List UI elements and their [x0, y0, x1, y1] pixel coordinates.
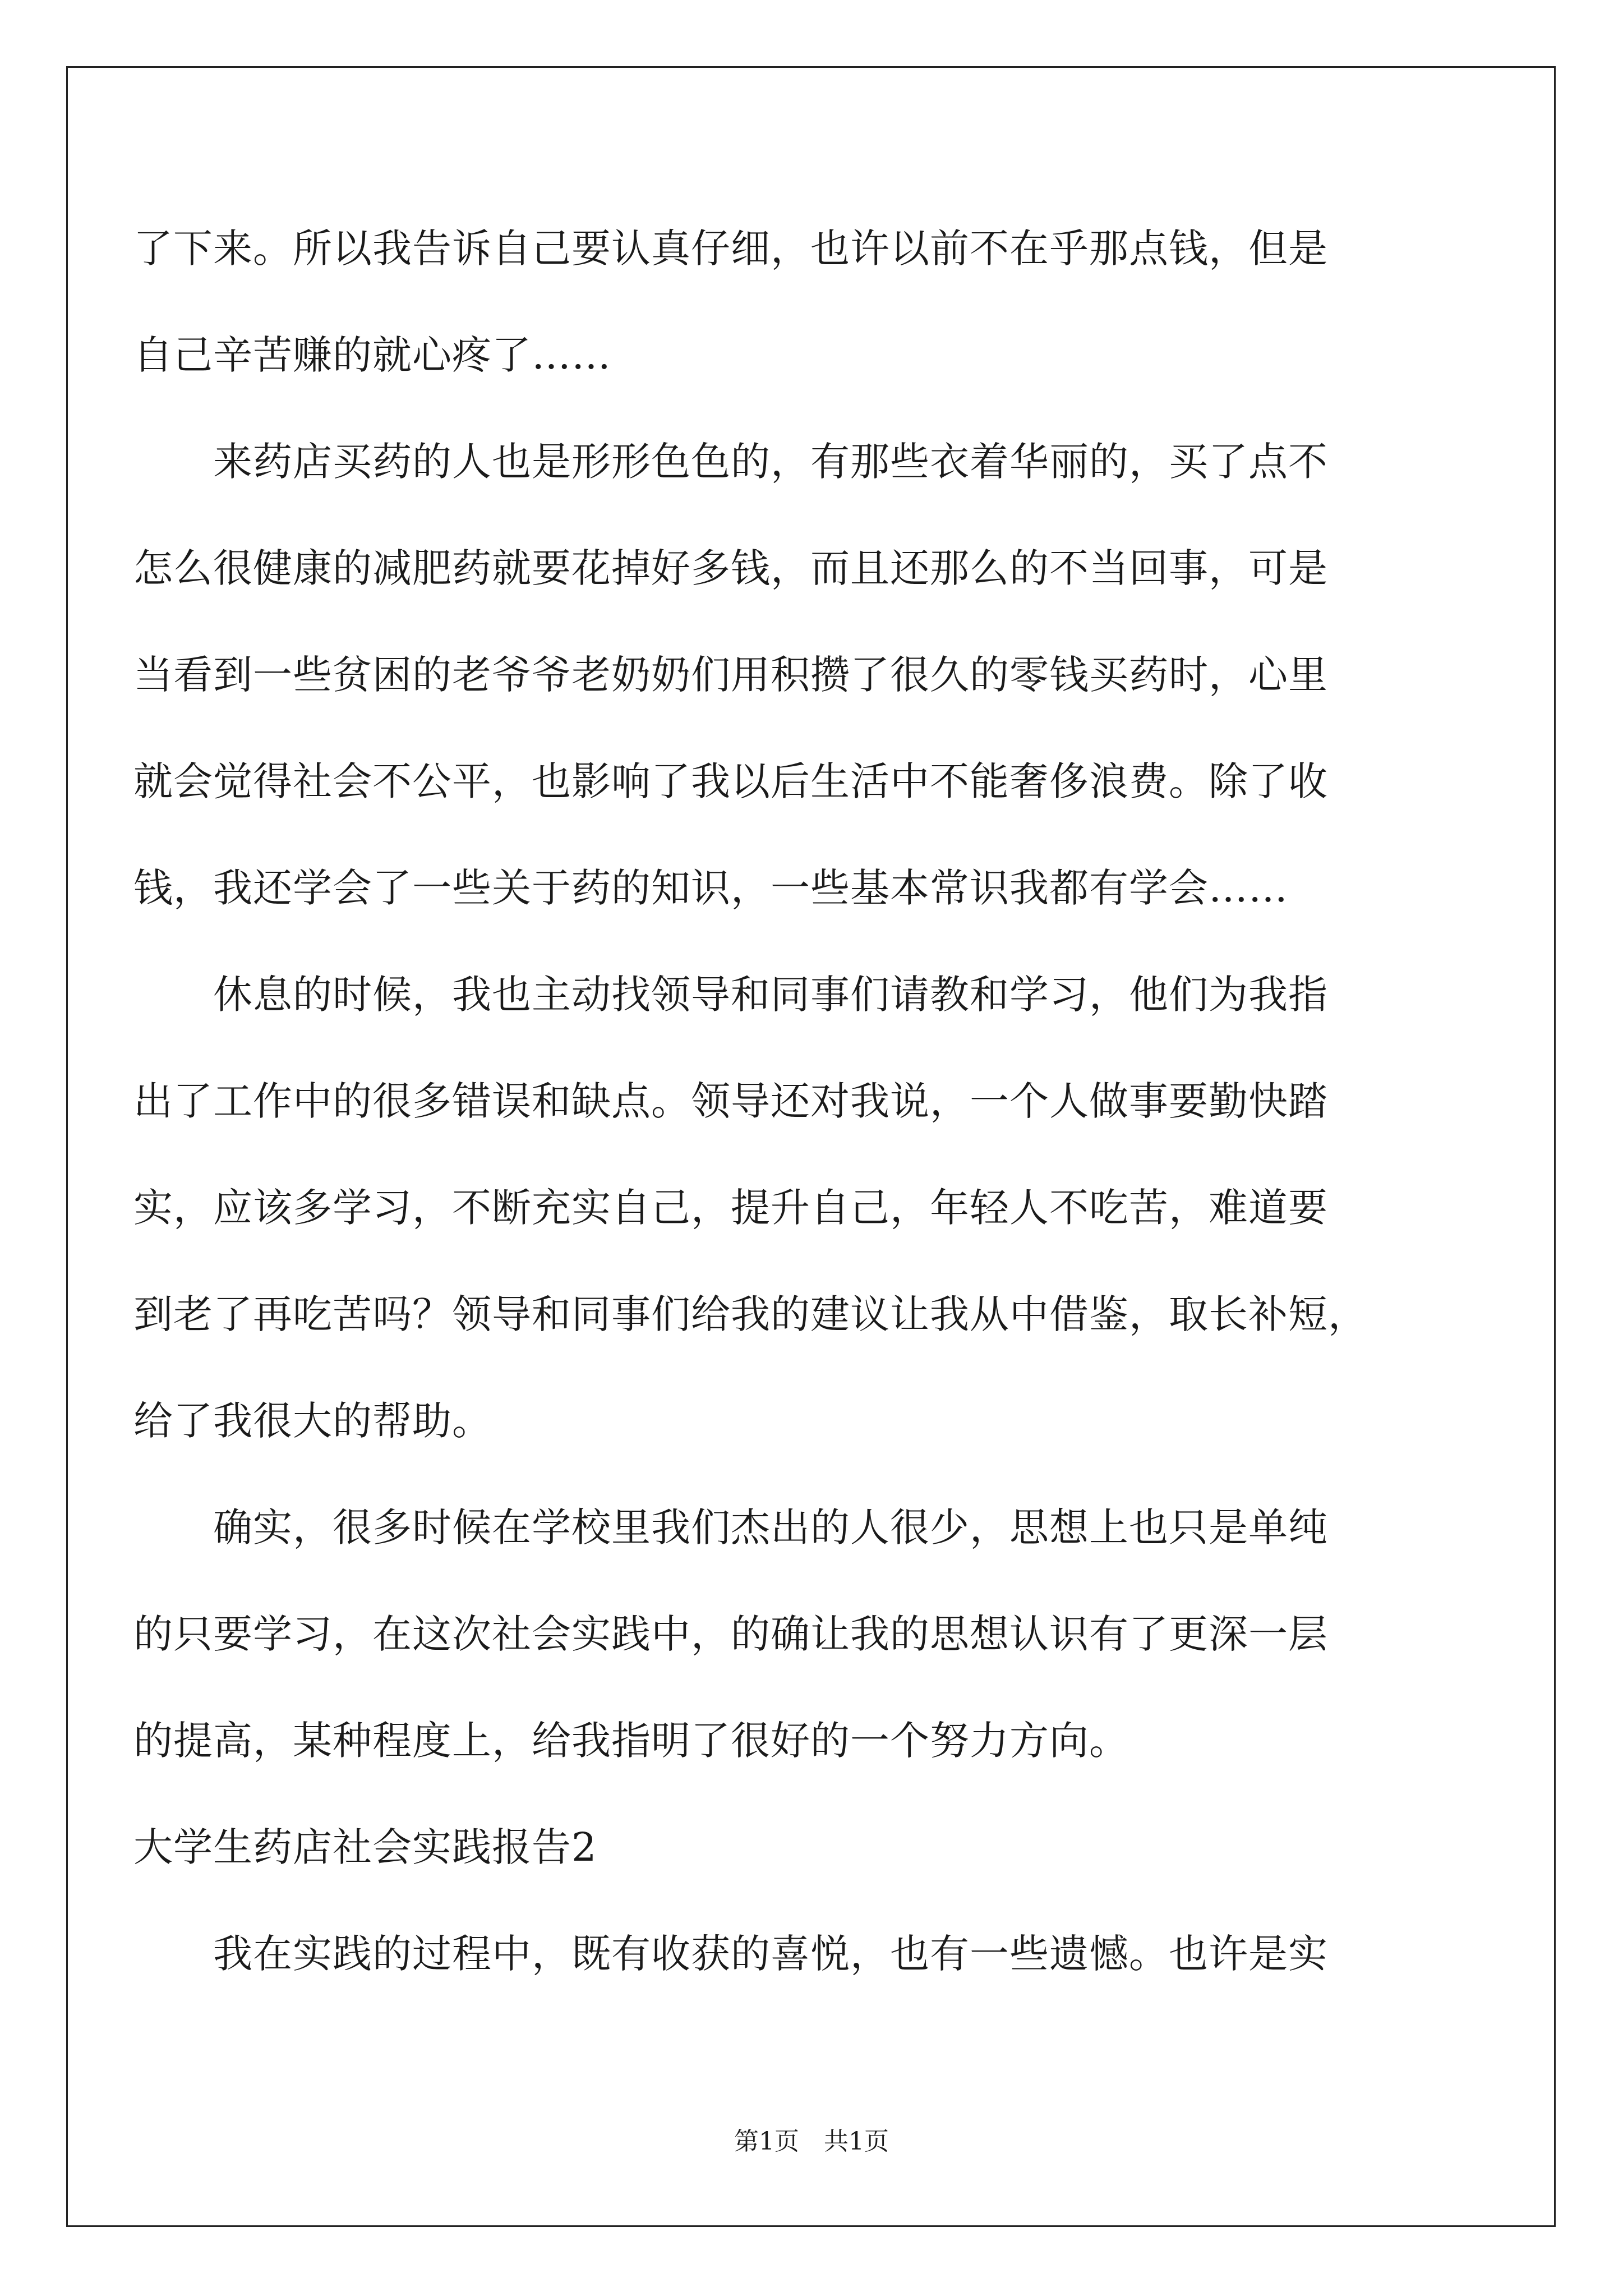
text-line: 来药店买药的人也是形形色色的，有那些衣着华丽的，买了点不 [133, 439, 1328, 485]
text-line: 休息的时候，我也主动找领导和同事们请教和学习，他们为我指 [133, 972, 1328, 1018]
text-line: 到老了再吃苦吗？领导和同事们给我的建议让我从中借鉴，取长补短， [133, 1291, 1368, 1337]
section-heading: 大学生药店社会实践报告2 [133, 1824, 597, 1870]
text-line: 自己辛苦赚的就心疼了…… [133, 332, 611, 378]
text-line: 了下来。所以我告诉自己要认真仔细，也许以前不在乎那点钱，但是 [133, 226, 1328, 272]
text-line: 给了我很大的帮助。 [133, 1398, 492, 1444]
page-border [66, 66, 1556, 2227]
page-footer: 第1页 共1页 [734, 2127, 889, 2156]
text-line: 的提高，某种程度上，给我指明了很好的一个努力方向。 [133, 1718, 1129, 1764]
text-line: 就会觉得社会不公平，也影响了我以后生活中不能奢侈浪费。除了收 [133, 758, 1328, 804]
text-line: 当看到一些贫困的老爷爷老奶奶们用积攒了很久的零钱买药时，心里 [133, 652, 1328, 698]
text-line: 怎么很健康的减肥药就要花掉好多钱，而且还那么的不当回事，可是 [133, 545, 1328, 591]
text-line: 确实，很多时候在学校里我们杰出的人很少，思想上也只是单纯 [133, 1504, 1328, 1550]
text-line: 实，应该多学习，不断充实自己，提升自己，年轻人不吃苦，难道要 [133, 1185, 1328, 1231]
text-line: 钱，我还学会了一些关于药的知识，一些基本常识我都有学会…… [133, 865, 1288, 911]
text-line: 的只要学习，在这次社会实践中，的确让我的思想认识有了更深一层 [133, 1611, 1328, 1657]
text-line: 我在实践的过程中，既有收获的喜悦，也有一些遗憾。也许是实 [133, 1931, 1328, 1977]
text-line: 出了工作中的很多错误和缺点。领导还对我说，一个人做事要勤快踏 [133, 1078, 1328, 1124]
